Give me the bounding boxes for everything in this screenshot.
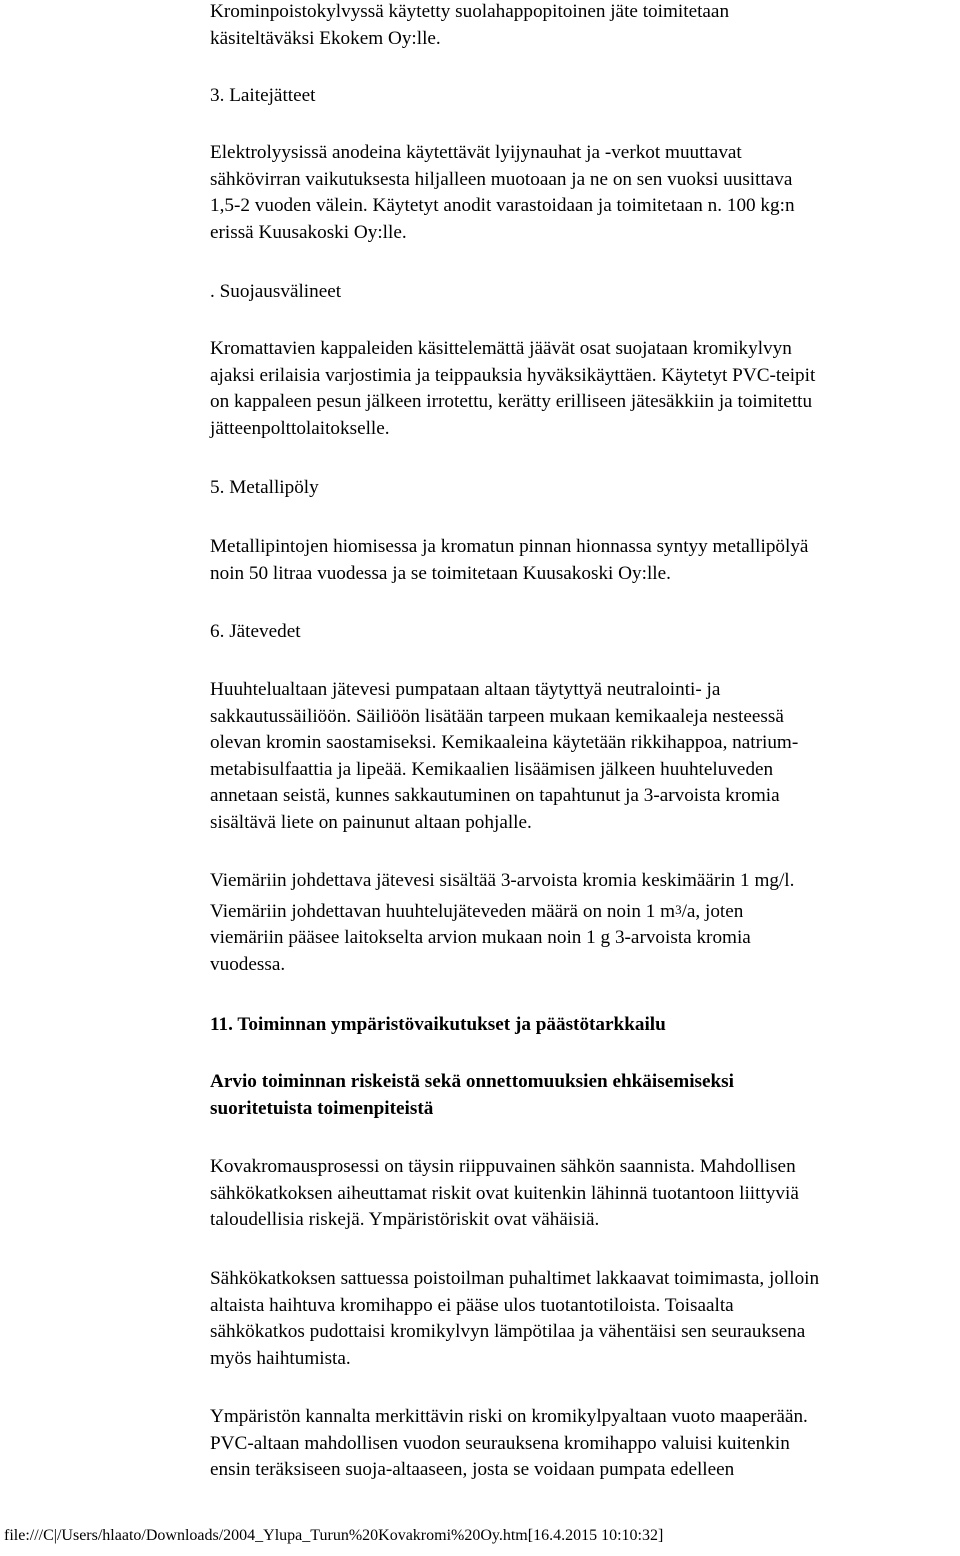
superscript: 3	[675, 901, 682, 917]
text-line: jätteenpolttolaitokselle.	[210, 417, 390, 439]
text-line: suoritetuista toimenpiteistä	[210, 1097, 434, 1119]
section-4-heading: . Suojausvälineet	[210, 281, 342, 302]
section-5-paragraph	[210, 534, 958, 587]
section-6-paragraph	[210, 677, 958, 837]
section-5-heading: 5. Metallipöly	[210, 477, 319, 498]
text-line: sakkautussäiliöön. Säiliöön lisätään tarpeen mukaan kemikaaleja nesteessä	[210, 705, 784, 727]
intro-paragraph	[210, 0, 958, 52]
text-line: metabisulfaattia ja lipeää. Kemikaalien lisäämisen jälkeen huuhteluveden	[210, 758, 774, 780]
text-line	[210, 899, 958, 926]
text-line: olevan kromin saostamiseksi. Kemikaaleina käytetään rikkihappoa, natrium-	[210, 732, 799, 754]
text-segment: Viemäriin johdettavan huuhtelujäteveden määrä on noin 1 m	[210, 900, 676, 922]
text-line: Viemäriin johdettava jätevesi sisältää 3-arvoista kromia keskimäärin 1 mg/l.	[210, 870, 795, 891]
section-11-subheading	[210, 1069, 958, 1122]
text-line: Huuhtelualtaan jätevesi pumpataan altaan täytyttyä neutralointi- ja	[210, 679, 721, 700]
page-footer-url: file:///C|/Users/hlaato/Downloads/2004_Ylupa_Turun%20Kovakromi%20Oy.htm[16.4.2015 10:10:32]	[4, 1527, 664, 1544]
text-line: Krominpoistokylvyssä käytetty suolahappopitoinen jäte toimitetaan	[210, 1, 730, 22]
text-line: Kromattavien kappaleiden käsittelemättä jäävät osat suojataan kromikylvyn	[210, 338, 792, 359]
text-line: erissä Kuusakoski Oy:lle.	[210, 221, 407, 243]
text-line: annetaan seistä, kunnes sakkautuminen on tapahtunut ja 3-arvoista kromia	[210, 785, 780, 807]
text-line: noin 50 litraa vuodessa ja se toimitetaan Kuusakoski Oy:lle.	[210, 562, 671, 584]
risk-paragraph-1	[210, 1154, 958, 1234]
text-line: on kappaleen pesun jälkeen irrotettu, kerätty erilliseen jätesäkkiin ja toimitettu	[210, 391, 813, 413]
text-segment: /a, joten	[681, 900, 744, 922]
text-line: Arvio toiminnan riskeistä sekä onnettomuuksien ehkäisemiseksi	[210, 1071, 734, 1092]
section-11-heading: 11. Toiminnan ympäristövaikutukset ja päästötarkkailu	[210, 1014, 666, 1035]
text-line: sisältävä liete on painunut altaan pohjalle.	[210, 811, 532, 833]
section-3-paragraph	[210, 140, 958, 246]
section-4-paragraph	[210, 336, 958, 442]
risk-paragraph-3	[210, 1404, 958, 1484]
text-line: käsiteltäväksi Ekokem Oy:lle.	[210, 27, 441, 49]
text-line: vuodessa.	[210, 953, 286, 975]
text-line: altaista haihtuva kromihappo ei pääse ulos tuotantotiloista. Toisaalta	[210, 1294, 734, 1316]
text-line: sähkövirran vaikutuksesta hiljalleen muotoaan ja ne on sen vuoksi uusittava	[210, 168, 793, 190]
text-line: Kovakromausprosessi on täysin riippuvainen sähkön saannista. Mahdollisen	[210, 1156, 796, 1177]
text-line: ajaksi erilaisia varjostimia ja teippauksia hyväksikäyttäen. Käytetyt PVC-teipit	[210, 364, 816, 386]
section-6-heading: 6. Jätevedet	[210, 621, 301, 642]
text-line: Ympäristön kannalta merkittävin riski on kromikylpyaltaan vuoto maaperään.	[210, 1406, 808, 1427]
text-line: sähkökatkos pudottaisi kromikylvyn lämpötilaa ja vähentäisi sen seurauksena	[210, 1321, 806, 1343]
text-line: myös haihtumista.	[210, 1347, 351, 1369]
text-line: taloudellisia riskejä. Ympäristöriskit ovat vähäisiä.	[210, 1209, 600, 1231]
risk-paragraph-2	[210, 1266, 958, 1372]
text-line: PVC-altaan mahdollisen vuodon seurauksena kromihappo valuisi kuitenkin	[210, 1432, 790, 1454]
text-line: viemäriin pääsee laitokselta arvion mukaan noin 1 g 3-arvoista kromia	[210, 927, 751, 949]
text-line: ensin teräksiseen suoja-altaaseen, josta se voidaan pumpata edelleen	[210, 1459, 735, 1481]
text-line: 1,5-2 vuoden välein. Käytetyt anodit varastoidaan ja toimitetaan n. 100 kg:n	[210, 195, 795, 217]
text-line: sähkökatkoksen aiheuttamat riskit ovat kuitenkin lähinnä tuotantoon liittyviä	[210, 1182, 799, 1204]
section-3-heading: 3. Laitejätteet	[210, 85, 316, 106]
sewer-paragraph	[210, 868, 958, 978]
text-line: Elektrolyysissä anodeina käytettävät lyijynauhat ja -verkot muuttavat	[210, 142, 742, 163]
text-line: Metallipintojen hiomisessa ja kromatun pinnan hionnassa syntyy metallipölyä	[210, 536, 809, 557]
text-line: Sähkökatkoksen sattuessa poistoilman puhaltimet lakkaavat toimimasta, jolloin	[210, 1268, 820, 1289]
